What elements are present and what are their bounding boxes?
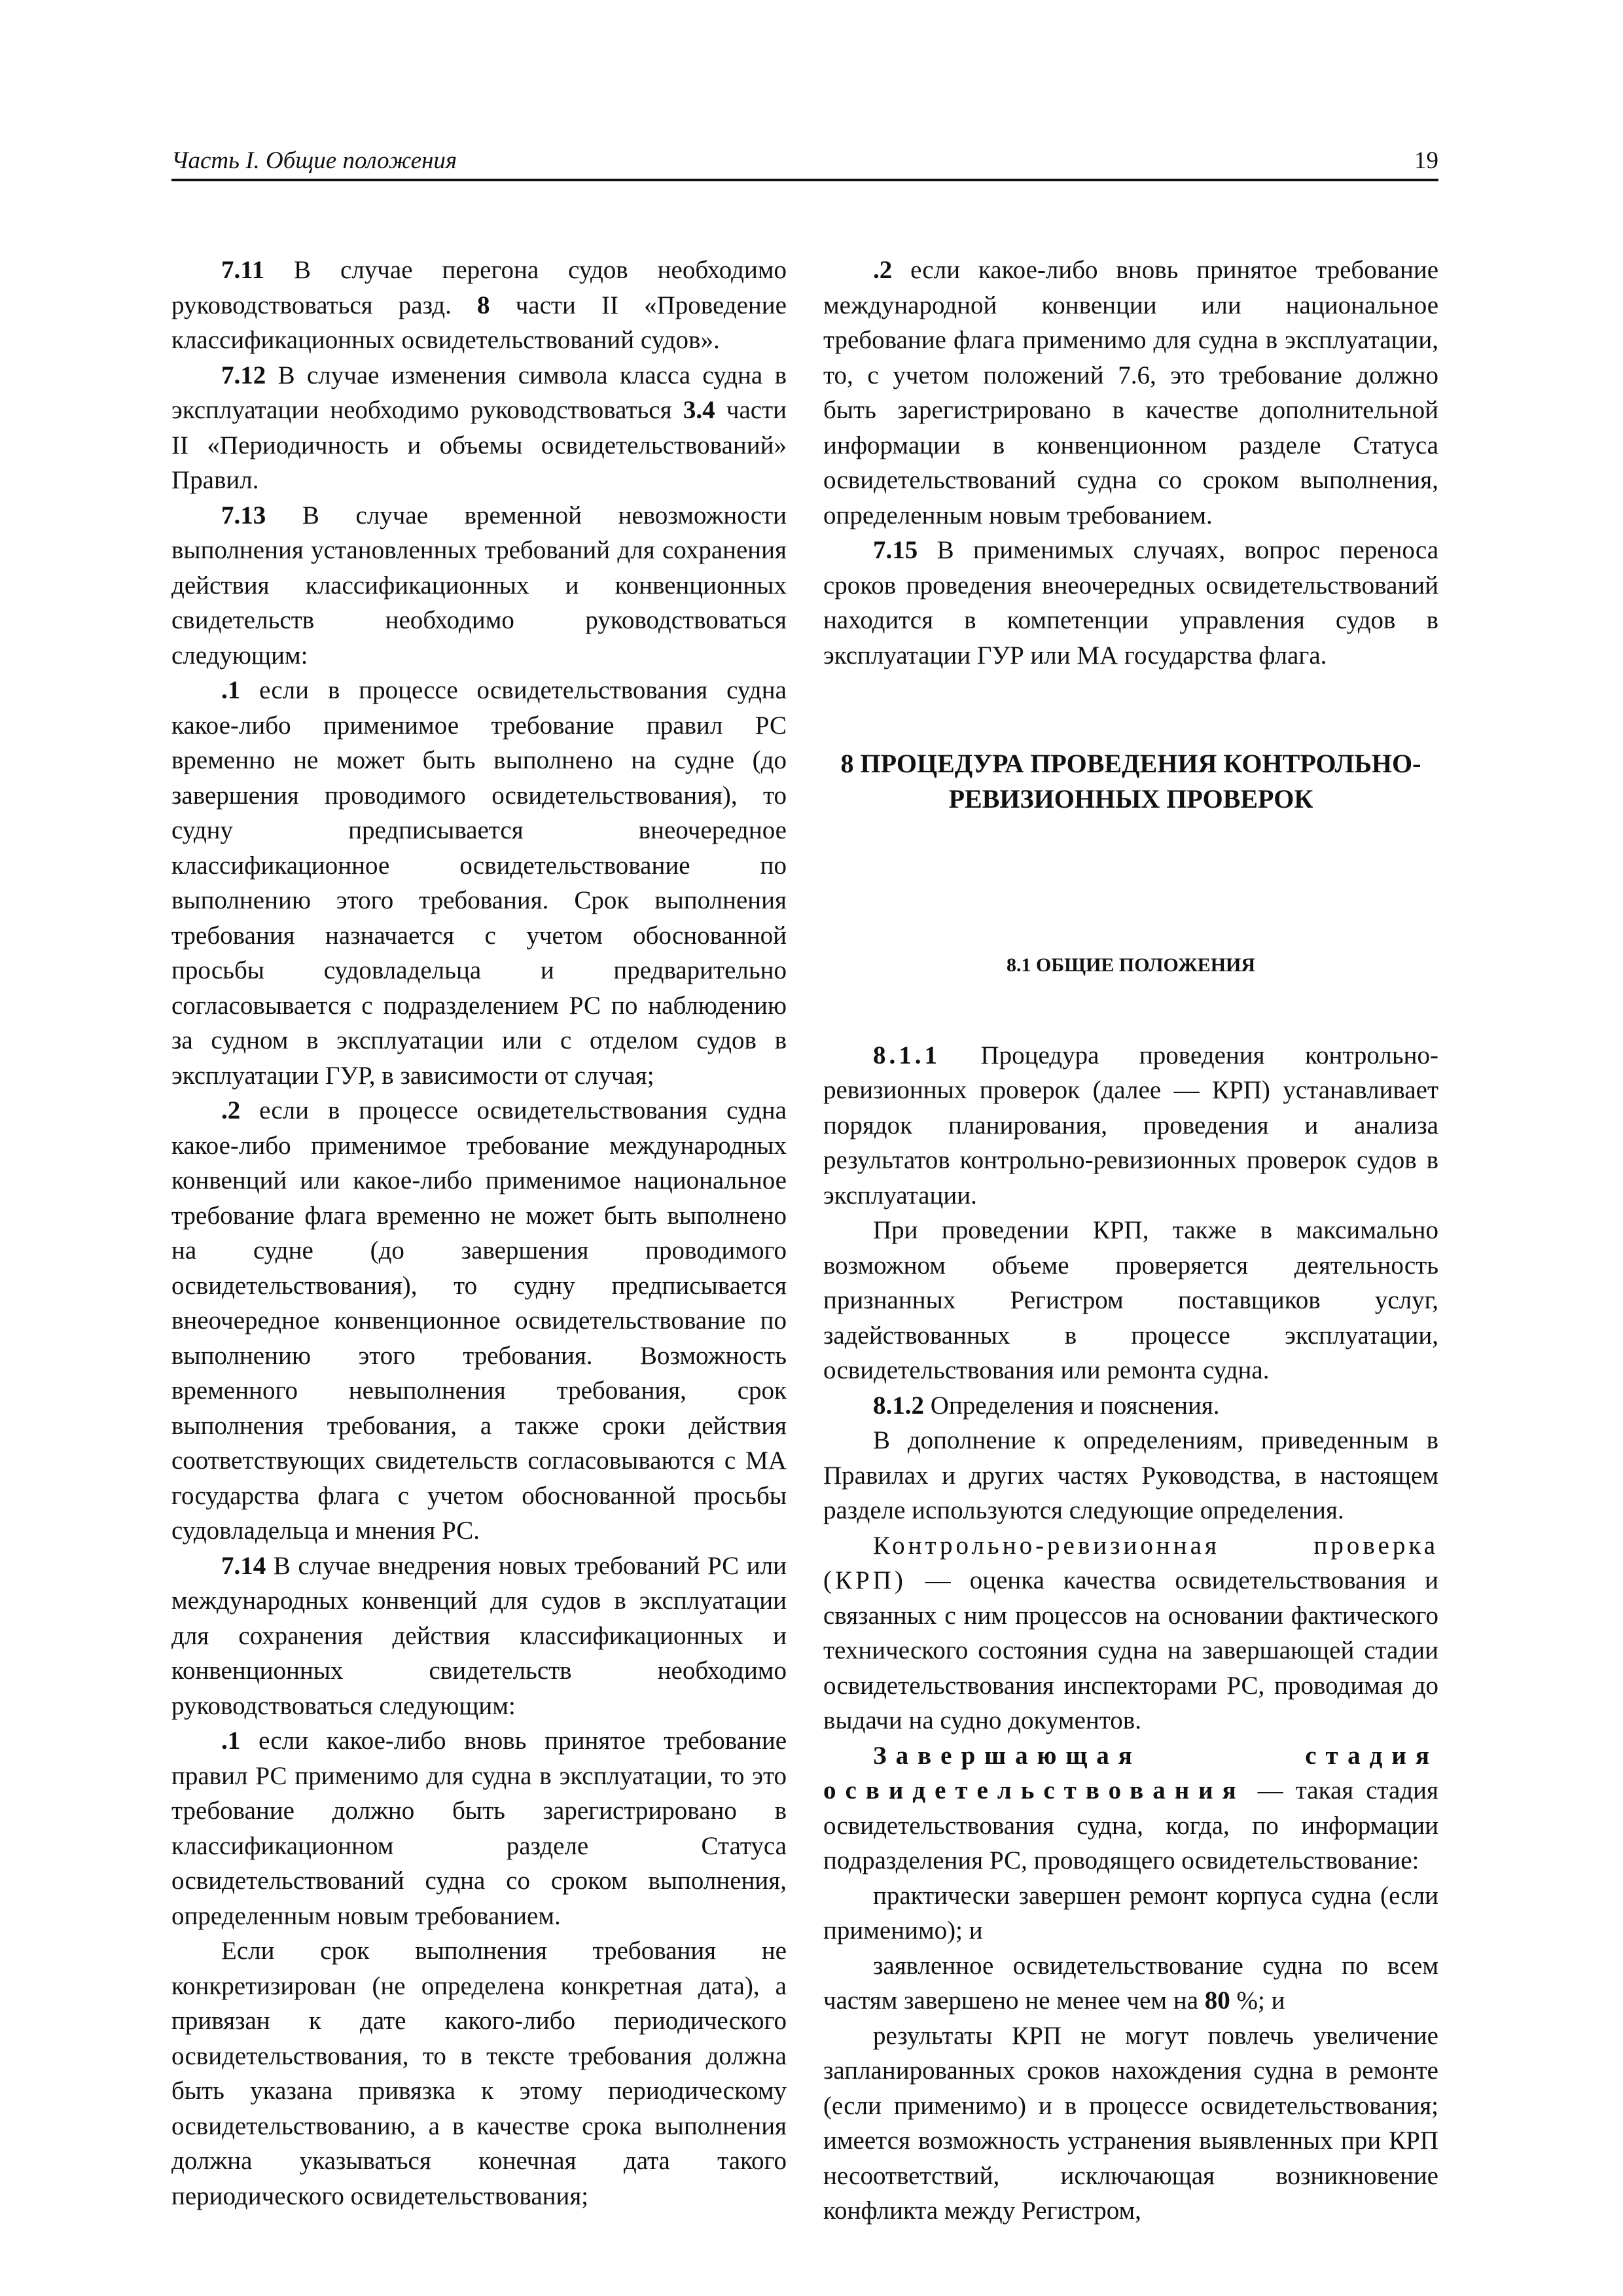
paragraph-7-12: 7.12 В случае изменения символа класса судна в эксплуатации необходимо руководствоваться 3.4 части II «Периодичность и объемы освидетельствований» Правил. xyxy=(171,361,787,494)
paragraph-7-14-1: .1 если какое-либо вновь принятое требование правил РС применимо для судна в эксплуатации, то это требование должно быть зарегистрировано в классификационном разделе Статуса освидетельствований судна со сроком выполнения, определенным новым требованием. xyxy=(171,1727,787,1930)
paragraph-7-11: 7.11 В случае перегона судов необходимо руководствоваться разд. 8 части II «Проведение классификационных освидетельствований судов». xyxy=(171,256,787,354)
paragraph-8-1-1: 8.1.1 Процедура проведения контрольно-ревизионных проверок (далее — КРП) устанавливает порядок планирования, проведения и анализа результатов контрольно-ревизионных проверок судов в эксплуатации. xyxy=(823,1041,1438,1210)
paragraph-7-14-2: .2 если какое-либо вновь принятое требование международной конвенции или национальное требование флага применимо для судна в эксплуатации, то, с учетом положений 7.6, это требование должно быть зарегистрировано в качестве дополнительной информации в конвенционном разделе Статуса освидетельствований судна со сроком выполнения, определенным новым требованием. xyxy=(823,256,1439,529)
paragraph-definitions-intro: В дополнение к определениям, приведенным в Правилах и других частях Руководства, в настоящем разделе используются следующие определения. xyxy=(823,1426,1438,1524)
left-column xyxy=(171,253,787,2214)
paragraph-7-14: 7.14 В случае внедрения новых требований РС или международных конвенций для судов в эксплуатации для сохранения действия классификационных и конвенционных свидетельств необходимо руководствоваться следующим: xyxy=(171,1551,787,1720)
definition-krp: Контрольно-ревизионная проверка (КРП) — оценка качества освидетельствования и связанных с ним процессов на основании фактического технического состояния судна на завершающей стадии освидетельствования инспекторами РС, проводимая до выдачи на судно документов. xyxy=(823,1531,1438,1734)
condition-survey-completion: заявленное освидетельствование судна по всем частям завершено не менее чем на 80 %; и xyxy=(823,1951,1438,2015)
page-number: 19 xyxy=(1414,147,1438,174)
paragraph-krp-scope: При проведении КРП, также в максимально возможном объеме проверяется деятельность признанных Регистром поставщиков услуг, задействованных в процессе эксплуатации, освидетельствования или ремонта судна. xyxy=(823,1216,1438,1384)
right-column xyxy=(823,253,1438,2229)
definition-final-stage: Завершающая стадия освидетельствования — такая стадия освидетельствования судна, когда, по информации подразделения РС, проводящего освидетельствование: xyxy=(823,1741,1438,1874)
condition-krp-results: результаты КРП не могут повлечь увеличение запланированных сроков нахождения судна в ремонте (если применимо) и в процессе освидетельствования; имеется возможность устранения выявленных при КРП несоответствий, исключающая возникновение конфликта между Регистром, xyxy=(823,2021,1438,2225)
running-title: Часть I. Общие положения xyxy=(171,147,457,174)
paragraph-7-13-2: .2 если в процессе освидетельствования судна какое-либо применимое требование международных конвенций или какое-либо применимое национальное требование флага временно не может быть выполнено на судне (до завершения проводимого освидетельствования), то судну предписывается внеочередное конвенционное освидетельствование по выполнению этого требования. Возможность временного невыполнения требования, срок выполнения требования, а также сроки действия соответствующих свидетельств согласовываются с МА государства флага с учетом обоснованной просьбы судовладельца и мнения РС. xyxy=(171,1096,787,1545)
subsection-8-1-heading: 8.1 ОБЩИЕ ПОЛОЖЕНИЯ xyxy=(1006,954,1256,976)
section-8-heading: 8 ПРОЦЕДУРА ПРОВЕДЕНИЯ КОНТРОЛЬНО- РЕВИЗИОННЫХ ПРОВЕРОК xyxy=(840,749,1421,814)
paragraph-7-15: 7.15 В применимых случаях, вопрос переноса сроков проведения внеочередных освидетельствований находится в компетенции управления судов в эксплуатации ГУР или МА государства флага. xyxy=(823,536,1438,670)
paragraph-7-14-1-cont: Если срок выполнения требования не конкретизирован (не определена конкретная дата), а привязан к дате какого-либо периодического освидетельствования, то в тексте требования должна быть указана привязка к этому периодическому освидетельствованию, а в качестве срока выполнения должна указываться конечная дата такого периодического освидетельствования; xyxy=(171,1937,787,2210)
paragraph-7-13-1: .1 если в процессе освидетельствования судна какое-либо применимое требование правил РС временно не может быть выполнено на судне (до завершения проводимого освидетельствования), то судну предписывается внеочередное классификационное освидетельствование по выполнению этого требования. Срок выполнения требования назначается с учетом обоснованной просьбы судовладельца и предварительно согласовывается с подразделением РС по наблюдению за судном в эксплуатации или с отделом судов в эксплуатации ГУР, в зависимости от случая; xyxy=(171,676,787,1090)
paragraph-7-13: 7.13 В случае временной невозможности выполнения установленных требований для сохранения действия классификационных и конвенционных свидетельств необходимо руководствоваться следующим: xyxy=(171,501,787,670)
condition-hull-repair: практически завершен ремонт корпуса судна (если применимо); и xyxy=(823,1881,1438,1945)
running-header xyxy=(171,141,1438,181)
paragraph-8-1-2: 8.1.2 Определения и пояснения. xyxy=(873,1391,1220,1420)
